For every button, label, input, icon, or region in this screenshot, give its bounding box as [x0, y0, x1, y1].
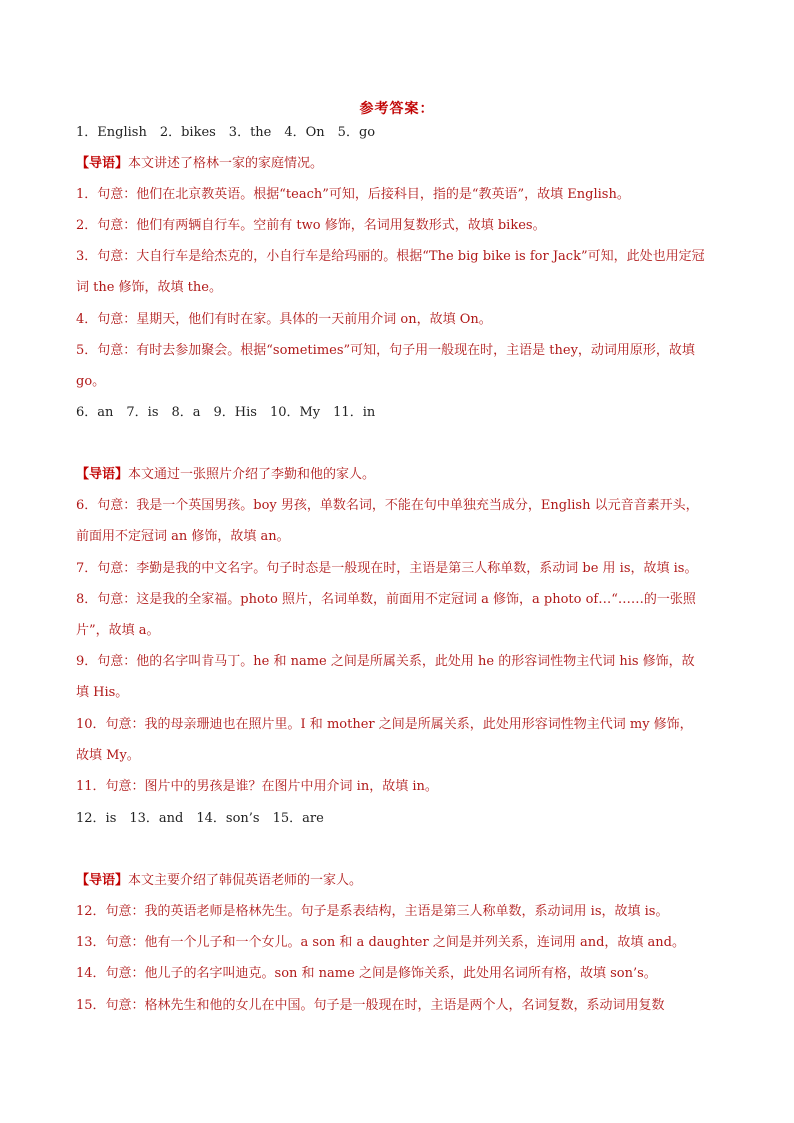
explanation-12: 12．句意：我的英语老师是格林先生。句子是系表结构，主语是第三人称单数，系动词用 is，故填 is。 [76, 904, 669, 919]
explanation-10-line-2: 故填 My。 [76, 748, 140, 763]
explanation-9-line-1: 9．句意：他的名字叫肯马丁。he 和 name 之间是所属关系，此处用 he 的形容词性物主代词 his 修饰，故 [76, 654, 695, 669]
explanation-6-line-1: 6．句意：我是一个英国男孩。boy 男孩，单数名词，不能在句中单独充当成分，English 以元音音素开头， [76, 498, 699, 513]
explanation-14: 14．句意：他儿子的名字叫迪克。son 和 name 之间是修饰关系，此处用名词所有格，故填 son’s。 [76, 966, 657, 981]
explanation-3-line-2: 词 the 修饰，故填 the。 [76, 280, 222, 295]
lead-text: 本文讲述了格林一家的家庭情况。 [128, 156, 324, 171]
lead-tag: 【导语】 [76, 467, 129, 482]
explanation-6-line-2: 前面用不定冠词 an 修饰，故填 an。 [76, 529, 290, 544]
lead-paragraph-2 [76, 466, 736, 484]
lead-text: 本文通过一张照片介绍了李勤和他的家人。 [128, 467, 376, 482]
explanation-9-line-2: 填 His。 [76, 685, 129, 700]
explanation-5-line-2: go。 [76, 374, 106, 389]
explanation-1: 1．句意：他们在北京教英语。根据“teach”可知，后接科目，指的是“教英语”，故填 English。 [76, 187, 630, 202]
explanation-3-line-1: 3．句意：大自行车是给杰克的，小自行车是给玛丽的。根据“The big bike is for Jack”可知，此处也用定冠 [76, 249, 705, 264]
explanation-13: 13．句意：他有一个儿子和一个女儿。a son 和 a daughter 之间是并列关系，连词用 and，故填 and。 [76, 935, 686, 950]
explanation-2: 2．句意：他们有两辆自行车。空前有 two 修饰，名词用复数形式，故填 bikes。 [76, 218, 546, 233]
explanation-11: 11．句意：图片中的男孩是谁？在图片中用介词 in，故填 in。 [76, 779, 438, 794]
answer-line-1-5: 1．English 2．bikes 3．the 4．On 5．go [76, 125, 376, 140]
answer-line-6-11: 6．an 7．is 8．a 9．His 10．My 11．in [76, 405, 376, 420]
answer-line-12-15: 12．is 13．and 14．son’s 15．are [76, 811, 324, 826]
explanation-5-line-1: 5．句意：有时去参加聚会。根据“sometimes”可知，句子用一般现在时，主语是 they，动词用原形，故填 [76, 343, 695, 358]
explanation-7: 7．句意：李勤是我的中文名字。句子时态是一般现在时，主语是第三人称单数，系动词 be 用 is，故填 is。 [76, 561, 698, 576]
explanation-8-line-2: 片”，故填 a。 [76, 623, 160, 638]
lead-paragraph-3 [76, 872, 736, 890]
lead-tag: 【导语】 [76, 873, 129, 888]
explanation-10-line-1: 10．句意：我的母亲珊迪也在照片里。I 和 mother 之间是所属关系，此处用形容词性物主代词 my 修饰， [76, 717, 693, 732]
explanation-4: 4．句意：星期天，他们有时在家。具体的一天前用介词 on，故填 On。 [76, 312, 492, 327]
explanation-15: 15．句意：格林先生和他的女儿在中国。句子是一般现在时，主语是两个人，名词复数，系动词用复数 [76, 998, 665, 1013]
lead-text: 本文主要介绍了韩侃英语老师的一家人。 [128, 873, 363, 888]
page-title: 参考答案： [359, 101, 435, 117]
lead-paragraph-1 [76, 155, 736, 173]
lead-tag: 【导语】 [76, 156, 129, 171]
explanation-8-line-1: 8．句意：这是我的全家福。photo 照片，名词单数，前面用不定冠词 a 修饰，a photo of…“……的一张照 [76, 592, 696, 607]
